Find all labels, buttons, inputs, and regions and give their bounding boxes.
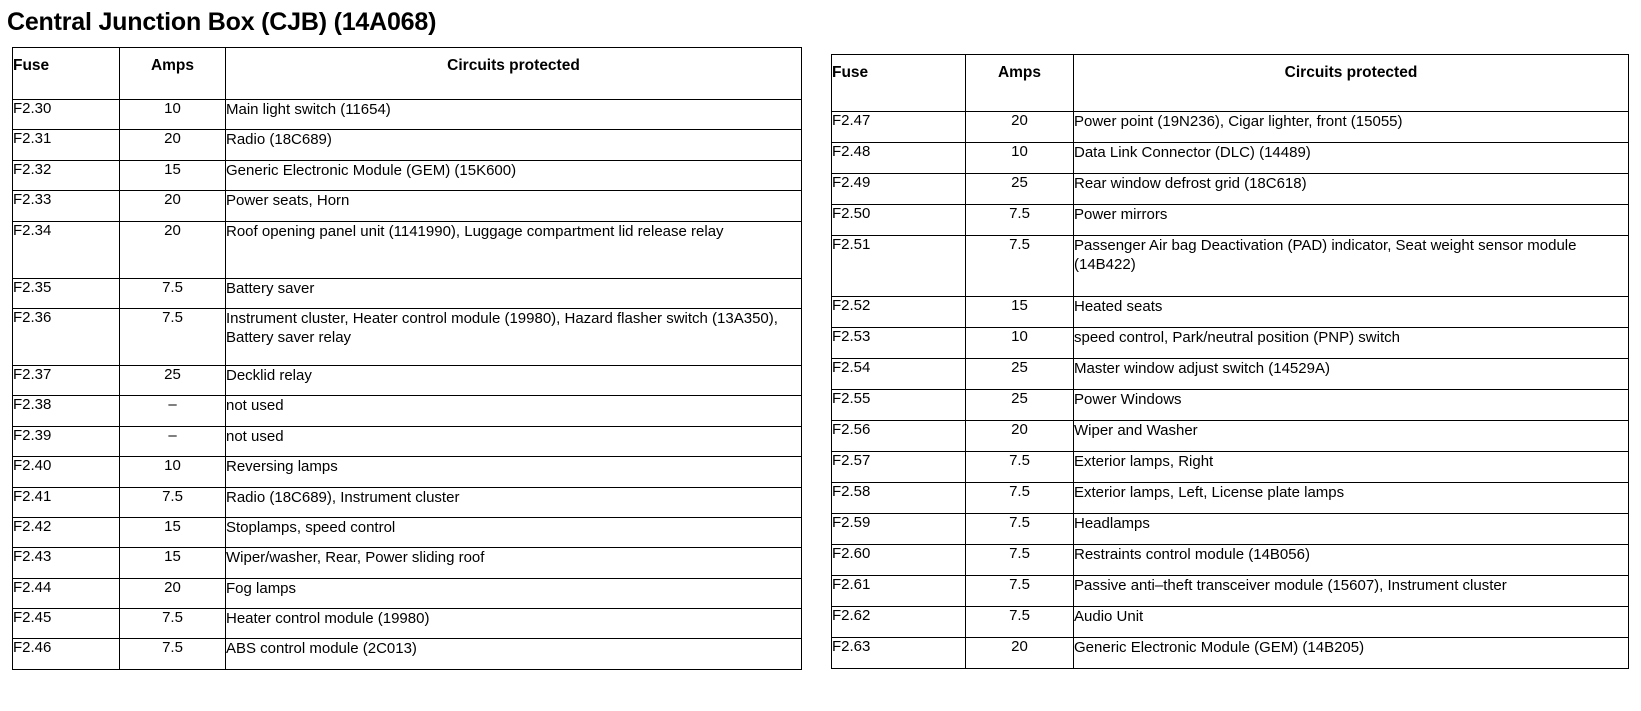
fuse-cell: F2.43 (13, 548, 120, 578)
amps-cell: 7.5 (966, 576, 1074, 607)
fuse-cell: F2.45 (13, 609, 120, 639)
amps-cell: 7.5 (966, 452, 1074, 483)
amps-cell: 7.5 (120, 308, 226, 365)
table-row (832, 390, 1629, 421)
header-amps: Amps (120, 48, 226, 100)
page-title: Central Junction Box (CJB) (14A068) (7, 8, 437, 36)
circuits-cell: Generic Electronic Module (GEM) (15K600) (226, 160, 802, 190)
amps-cell: 7.5 (966, 514, 1074, 545)
circuits-cell: Passenger Air bag Deactivation (PAD) indicator, Seat weight sensor module (14B422) (1074, 236, 1629, 297)
fuse-cell: F2.63 (832, 638, 966, 669)
amps-cell: 25 (966, 359, 1074, 390)
fuse-cell: F2.37 (13, 365, 120, 395)
fuse-cell: F2.55 (832, 390, 966, 421)
circuits-cell: Headlamps (1074, 514, 1629, 545)
circuits-cell: Wiper and Washer (1074, 421, 1629, 452)
amps-cell: 15 (966, 297, 1074, 328)
table-row (832, 205, 1629, 236)
fuse-cell: F2.57 (832, 452, 966, 483)
circuits-cell: Power point (19N236), Cigar lighter, front (15055) (1074, 112, 1629, 143)
circuits-cell: Battery saver (226, 278, 802, 308)
header-amps: Amps (966, 55, 1074, 112)
table-row (832, 576, 1629, 607)
circuits-cell: Roof opening panel unit (1141990), Luggage compartment lid release relay (226, 221, 802, 278)
fuse-cell: F2.47 (832, 112, 966, 143)
circuits-cell: ABS control module (2C013) (226, 639, 802, 669)
table-row (832, 545, 1629, 576)
circuits-cell: Instrument cluster, Heater control module (19980), Hazard flasher switch (13A350), Battery saver relay (226, 308, 802, 365)
amps-cell: – (120, 396, 226, 426)
table-row (13, 365, 802, 395)
amps-cell: 10 (966, 143, 1074, 174)
fuse-table-right (831, 54, 1629, 669)
table-row (832, 328, 1629, 359)
fuse-cell: F2.56 (832, 421, 966, 452)
table-row (832, 174, 1629, 205)
table-header-row (832, 55, 1629, 112)
circuits-cell: Wiper/washer, Rear, Power sliding roof (226, 548, 802, 578)
amps-cell: 7.5 (120, 487, 226, 517)
table-row (13, 487, 802, 517)
table-row (13, 160, 802, 190)
fuse-cell: F2.41 (13, 487, 120, 517)
fuse-cell: F2.38 (13, 396, 120, 426)
circuits-cell: Rear window defrost grid (18C618) (1074, 174, 1629, 205)
table-row (13, 609, 802, 639)
table-row (832, 421, 1629, 452)
table-row (832, 452, 1629, 483)
circuits-cell: Master window adjust switch (14529A) (1074, 359, 1629, 390)
amps-cell: 10 (120, 457, 226, 487)
circuits-cell: Data Link Connector (DLC) (14489) (1074, 143, 1629, 174)
amps-cell: 25 (966, 174, 1074, 205)
table-row (13, 278, 802, 308)
fuse-cell: F2.36 (13, 308, 120, 365)
table-row (13, 457, 802, 487)
circuits-cell: Power mirrors (1074, 205, 1629, 236)
fuse-cell: F2.30 (13, 100, 120, 130)
amps-cell: 7.5 (966, 236, 1074, 297)
fuse-cell: F2.44 (13, 578, 120, 608)
table-row (13, 426, 802, 456)
circuits-cell: Heater control module (19980) (226, 609, 802, 639)
table-row (13, 308, 802, 365)
amps-cell: 20 (966, 638, 1074, 669)
circuits-cell: not used (226, 426, 802, 456)
fuse-cell: F2.40 (13, 457, 120, 487)
table-row (832, 112, 1629, 143)
fuse-cell: F2.54 (832, 359, 966, 390)
amps-cell: 7.5 (120, 609, 226, 639)
circuits-cell: Decklid relay (226, 365, 802, 395)
header-circuits: Circuits protected (1074, 55, 1629, 112)
fuse-cell: F2.33 (13, 191, 120, 221)
amps-cell: 25 (966, 390, 1074, 421)
table-header-row (13, 48, 802, 100)
fuse-cell: F2.32 (13, 160, 120, 190)
circuits-cell: Reversing lamps (226, 457, 802, 487)
fuse-cell: F2.42 (13, 517, 120, 547)
table-row (13, 130, 802, 160)
amps-cell: 15 (120, 517, 226, 547)
table-row (832, 359, 1629, 390)
fuse-cell: F2.35 (13, 278, 120, 308)
fuse-cell: F2.58 (832, 483, 966, 514)
circuits-cell: speed control, Park/neutral position (PNP) switch (1074, 328, 1629, 359)
fuse-cell: F2.39 (13, 426, 120, 456)
fuse-cell: F2.31 (13, 130, 120, 160)
table-row (13, 517, 802, 547)
fuse-cell: F2.50 (832, 205, 966, 236)
circuits-cell: Generic Electronic Module (GEM) (14B205) (1074, 638, 1629, 669)
fuse-cell: F2.60 (832, 545, 966, 576)
table-row (13, 100, 802, 130)
amps-cell: 10 (120, 100, 226, 130)
fuse-cell: F2.53 (832, 328, 966, 359)
circuits-cell: Restraints control module (14B056) (1074, 545, 1629, 576)
fuse-cell: F2.51 (832, 236, 966, 297)
amps-cell: 20 (966, 421, 1074, 452)
circuits-cell: Audio Unit (1074, 607, 1629, 638)
header-fuse: Fuse (13, 48, 120, 100)
table-row (832, 143, 1629, 174)
circuits-cell: Passive anti–theft transceiver module (15607), Instrument cluster (1074, 576, 1629, 607)
amps-cell: 7.5 (966, 205, 1074, 236)
table-row (832, 638, 1629, 669)
table-row (832, 607, 1629, 638)
fuse-cell: F2.48 (832, 143, 966, 174)
header-circuits: Circuits protected (226, 48, 802, 100)
fuse-cell: F2.59 (832, 514, 966, 545)
table-row (13, 548, 802, 578)
fuse-cell: F2.46 (13, 639, 120, 669)
circuits-cell: Radio (18C689), Instrument cluster (226, 487, 802, 517)
circuits-cell: Exterior lamps, Left, License plate lamps (1074, 483, 1629, 514)
table-row (832, 236, 1629, 297)
table-row (832, 297, 1629, 328)
amps-cell: 20 (120, 191, 226, 221)
fuse-cell: F2.49 (832, 174, 966, 205)
amps-cell: 15 (120, 548, 226, 578)
amps-cell: 20 (966, 112, 1074, 143)
amps-cell: 7.5 (120, 639, 226, 669)
table-row (832, 514, 1629, 545)
header-fuse: Fuse (832, 55, 966, 112)
amps-cell: 7.5 (966, 483, 1074, 514)
amps-cell: 10 (966, 328, 1074, 359)
circuits-cell: not used (226, 396, 802, 426)
fuse-cell: F2.52 (832, 297, 966, 328)
amps-cell: 7.5 (966, 545, 1074, 576)
circuits-cell: Main light switch (11654) (226, 100, 802, 130)
table-row (13, 639, 802, 669)
circuits-cell: Stoplamps, speed control (226, 517, 802, 547)
circuits-cell: Exterior lamps, Right (1074, 452, 1629, 483)
amps-cell: 7.5 (120, 278, 226, 308)
table-row (13, 396, 802, 426)
circuits-cell: Fog lamps (226, 578, 802, 608)
fuse-cell: F2.62 (832, 607, 966, 638)
amps-cell: 25 (120, 365, 226, 395)
amps-cell: – (120, 426, 226, 456)
table-row (13, 221, 802, 278)
amps-cell: 7.5 (966, 607, 1074, 638)
circuits-cell: Power Windows (1074, 390, 1629, 421)
amps-cell: 15 (120, 160, 226, 190)
amps-cell: 20 (120, 578, 226, 608)
circuits-cell: Heated seats (1074, 297, 1629, 328)
table-row (832, 483, 1629, 514)
table-row (13, 191, 802, 221)
circuits-cell: Radio (18C689) (226, 130, 802, 160)
amps-cell: 20 (120, 221, 226, 278)
fuse-table-left (12, 47, 802, 670)
fuse-cell: F2.34 (13, 221, 120, 278)
fuse-cell: F2.61 (832, 576, 966, 607)
circuits-cell: Power seats, Horn (226, 191, 802, 221)
amps-cell: 20 (120, 130, 226, 160)
table-row (13, 578, 802, 608)
